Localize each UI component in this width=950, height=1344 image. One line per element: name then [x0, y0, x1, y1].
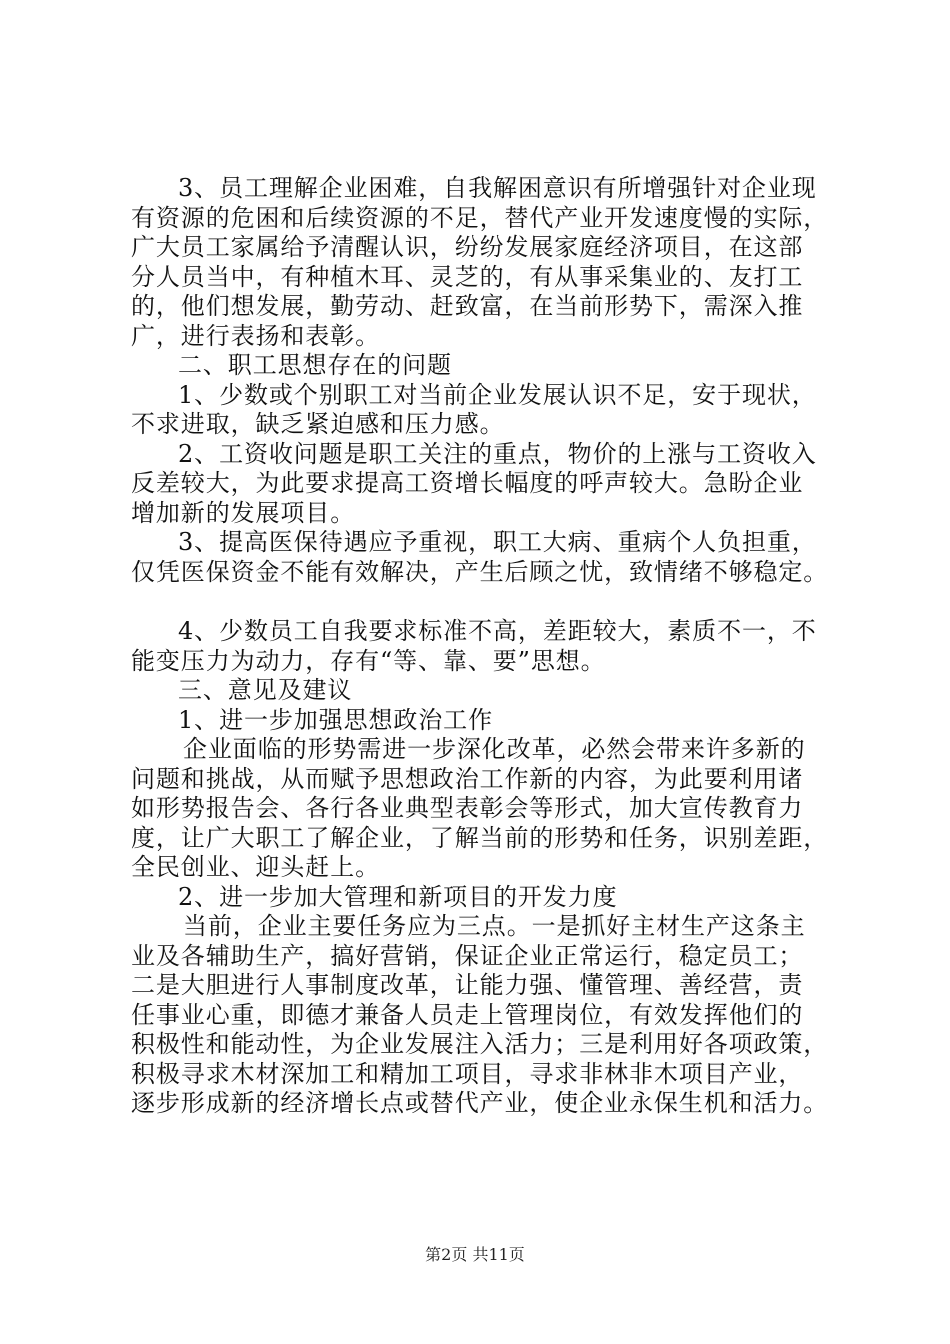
paragraph-line: 积极性和能动性，为企业发展注入活力；三是利用好各项政策， — [131, 1030, 829, 1058]
paragraph-line: 1、少数或个别职工对当前企业发展认识不足，安于现状， — [178, 380, 817, 409]
section-heading: 三、意见及建议 — [178, 676, 353, 704]
paragraph-line: 4、少数员工自我要求标准不高，差距较大，素质不一，不 — [178, 617, 817, 645]
paragraph-line: 二是大胆进行人事制度改革，让能力强、懂管理、善经营，责 — [131, 971, 804, 999]
paragraph-line: 3、提高医保待遇应予重视，职工大病、重病个人负担重， — [178, 528, 817, 556]
paragraph-line: 2、工资收问题是职工关注的重点，物价的上涨与工资收入 — [178, 439, 817, 468]
paragraph-line: 仅凭医保资金不能有效解决，产生后顾之忧，致情绪不够稳定。 — [131, 557, 829, 586]
page-number-footer: 第2页 共11页 — [425, 1245, 525, 1264]
paragraph-line: 不求进取，缺乏紧迫感和压力感。 — [131, 410, 505, 438]
paragraph-line: 能变压力为动力，存有“等、靠、要”思想。 — [131, 646, 606, 675]
paragraph-line: 任事业心重，即德才兼备人员走上管理岗位，有效发挥他们的 — [131, 1000, 804, 1029]
paragraph-line: 积极寻求木材深加工和精加工项目，寻求非林非木项目产业， — [131, 1059, 804, 1088]
paragraph-line: 增加新的发展项目。 — [131, 498, 356, 527]
document-body — [131, 174, 831, 1119]
subsection-heading: 2、进一步加大管理和新项目的开发力度 — [178, 882, 618, 911]
paragraph-line: 企业面临的形势需进一步深化改革，必然会带来许多新的 — [183, 735, 806, 763]
paragraph-line: 有资源的危困和后续资源的不足，替代产业开发速度慢的实际， — [131, 203, 829, 232]
paragraph-line: 分人员当中，有种植木耳、灵芝的，有从事采集业的、友打工 — [131, 262, 804, 291]
paragraph-line: 逐步形成新的经济增长点或替代产业，使企业永保生机和活力。 — [131, 1089, 829, 1117]
paragraph-line: 反差较大，为此要求提高工资增长幅度的呼声较大。急盼企业 — [131, 469, 804, 497]
paragraph-line: 的，他们想发展，勤劳动、赶致富，在当前形势下，需深入推 — [131, 292, 804, 320]
paragraph-line: 问题和挑战，从而赋予思想政治工作新的内容，为此要利用诸 — [131, 764, 804, 793]
paragraph-line: 当前，企业主要任务应为三点。一是抓好主材生产这条主 — [183, 912, 806, 940]
paragraph-line: 广大员工家属给予清醒认识，纷纷发展家庭经济项目，在这部 — [131, 233, 804, 261]
section-heading: 二、职工思想存在的问题 — [178, 351, 452, 379]
subsection-heading: 1、进一步加强思想政治工作 — [178, 705, 493, 734]
paragraph-gap — [131, 587, 831, 617]
paragraph-line: 如形势报告会、各行各业典型表彰会等形式，加大宣传教育力 — [131, 794, 804, 822]
paragraph-line: 业及各辅助生产，搞好营销，保证企业正常运行，稳定员工； — [131, 941, 804, 970]
paragraph-line: 度，让广大职工了解企业，了解当前的形势和任务，识别差距， — [131, 823, 829, 852]
paragraph-line: 3、员工理解企业困难，自我解困意识有所增强针对企业现 — [178, 174, 817, 202]
paragraph-line: 广，进行表扬和表彰。 — [131, 321, 380, 350]
paragraph-line: 全民创业、迎头赶上。 — [131, 853, 380, 881]
